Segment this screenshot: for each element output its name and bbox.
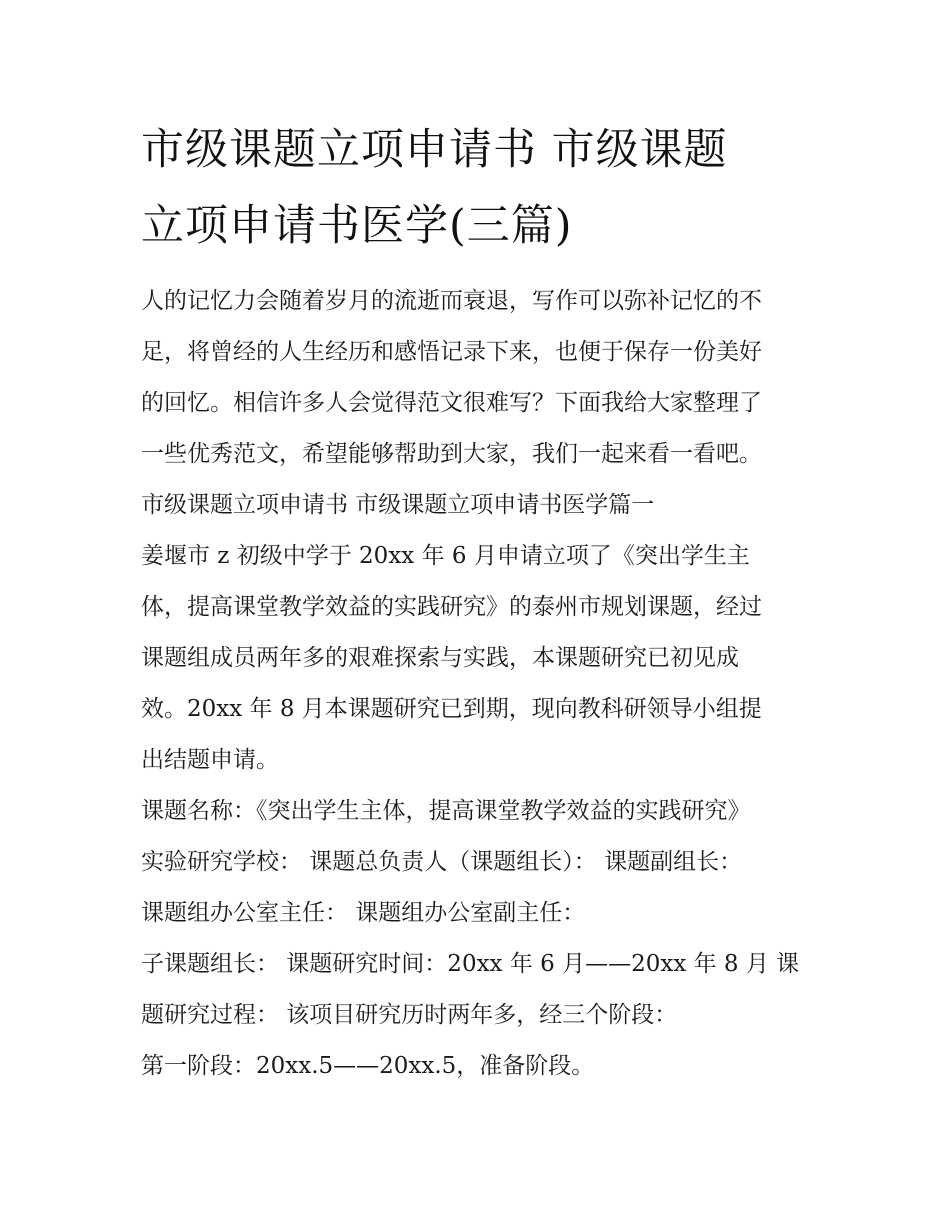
- section-heading: 市级课题立项申请书 市级课题立项申请书医学篇一: [141, 492, 655, 518]
- paragraph-line-1: 姜堰市 z 初级中学于 20xx 年 6 月申请立项了《突出学生主: [141, 543, 750, 569]
- document-body: [141, 276, 821, 1092]
- title-line-2: 立项申请书医学(三篇): [141, 201, 573, 251]
- title-line-1: 市级课题立项申请书 市级课题: [141, 125, 728, 175]
- page-title: [141, 112, 821, 264]
- school-leader-line: 实验研究学校： 课题总负责人（课题组长）： 课题副组长：: [141, 849, 743, 875]
- topic-name-line: 课题名称：《突出学生主体，提高课堂教学效益的实践研究》: [141, 798, 751, 824]
- process-line: 题研究过程： 该项目研究历时两年多，经三个阶段：: [141, 1002, 678, 1028]
- paragraph-line-3: 课题组成员两年多的艰难探索与实践，本课题研究已初见成: [141, 645, 739, 671]
- intro-line-2: 足，将曾经的人生经历和感悟记录下来，也便于保存一份美好: [141, 339, 762, 365]
- paragraph-line-5: 出结题申请。: [141, 747, 279, 773]
- intro-line-1: 人的记忆力会随着岁月的流逝而衰退，写作可以弥补记忆的不: [141, 288, 762, 314]
- office-director-line: 课题组办公室主任： 课题组办公室副主任：: [141, 900, 586, 926]
- stage-one-line: 第一阶段：20xx.5——20xx.5，准备阶段。: [141, 1053, 595, 1079]
- paragraph-line-2: 体，提高课堂教学效益的实践研究》的泰州市规划课题，经过: [141, 594, 762, 620]
- paragraph-line-4: 效。20xx 年 8 月本课题研究已到期，现向教科研领导小组提: [141, 696, 762, 722]
- intro-line-3: 的回忆。相信许多人会觉得范文很难写？下面我给大家整理了: [141, 390, 762, 416]
- subtopic-time-line: 子课题组长： 课题研究时间：20xx 年 6 月——20xx 年 8 月 课: [141, 951, 800, 977]
- intro-line-4: 一些优秀范文，希望能够帮助到大家，我们一起来看一看吧。: [141, 441, 762, 467]
